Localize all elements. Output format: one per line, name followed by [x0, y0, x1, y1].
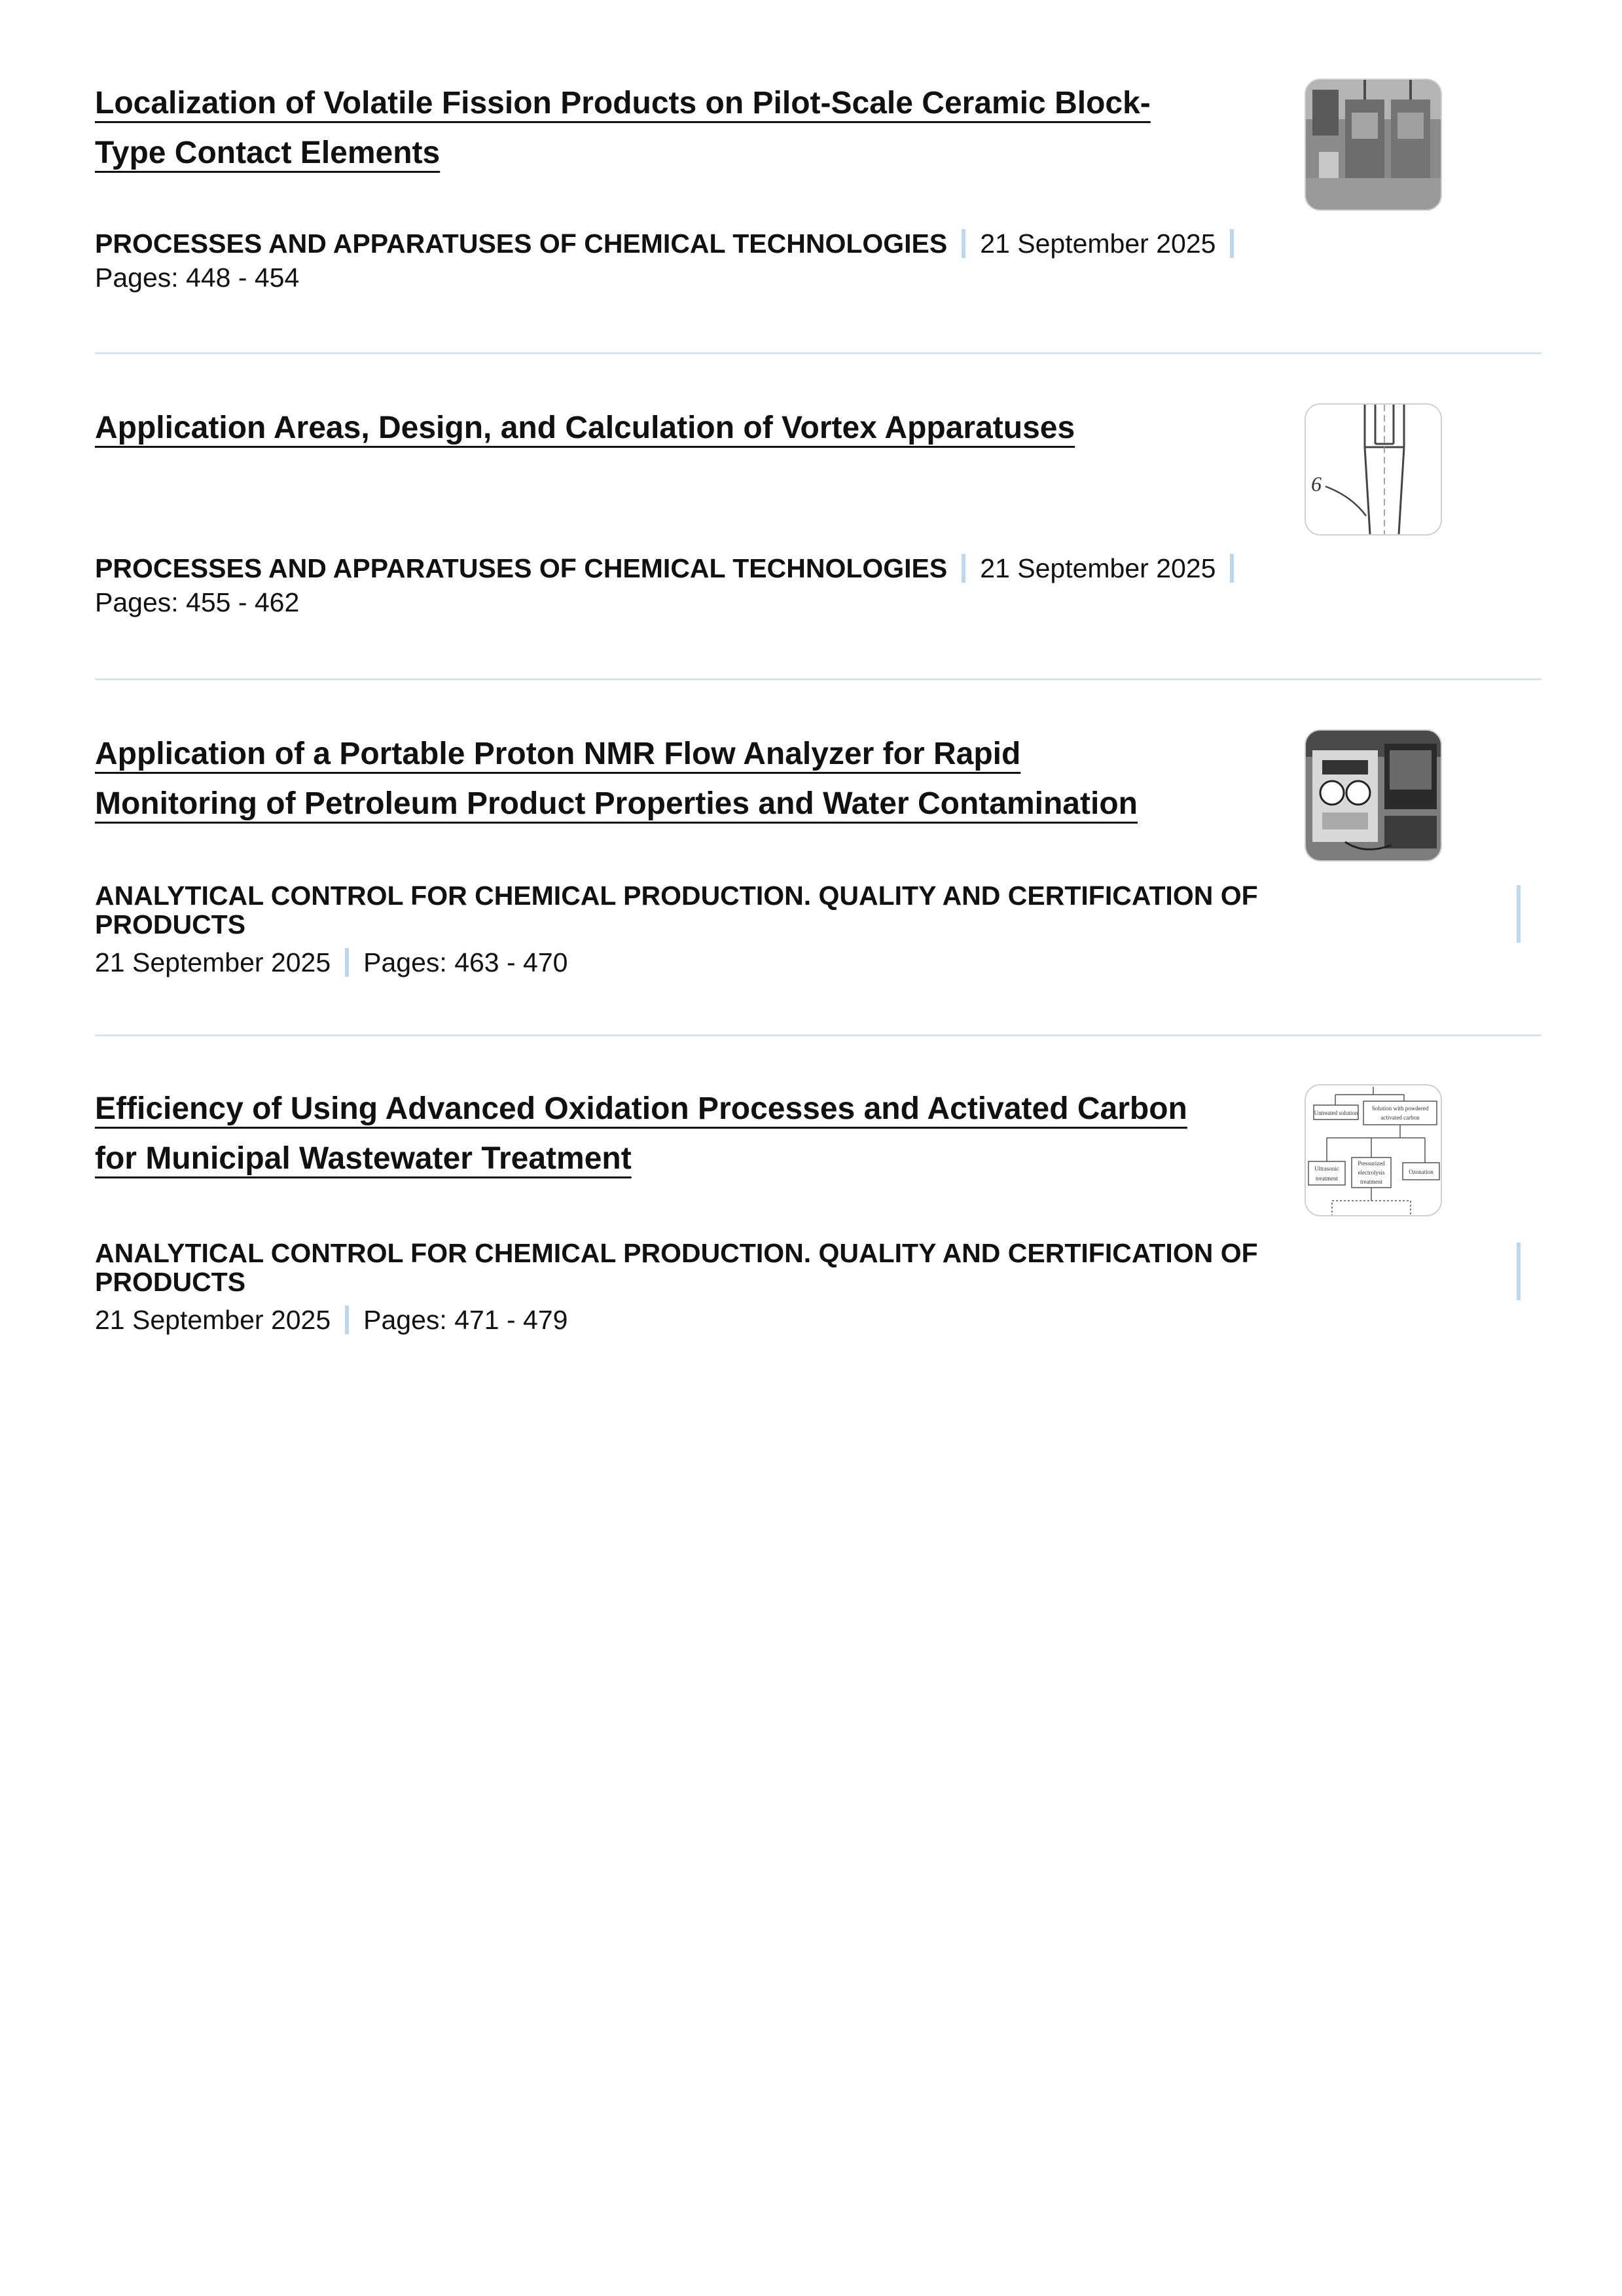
- lab-equipment-photo: [1306, 80, 1441, 210]
- flow-box-label: Pressurized: [1358, 1160, 1385, 1167]
- flow-box-label: treatment: [1360, 1178, 1382, 1185]
- separator: [1230, 554, 1234, 583]
- article-thumbnail[interactable]: [1305, 1084, 1442, 1216]
- process-flowchart: [1306, 1085, 1441, 1215]
- article-meta: [95, 551, 1541, 619]
- flow-box-label: electrolysis: [1358, 1169, 1385, 1176]
- article-date: 21 September 2025: [980, 553, 1216, 583]
- flow-box-label: treatment: [1316, 1175, 1338, 1182]
- article-title-link[interactable]: Application Areas, Design, and Calculation of Vortex Apparatuses: [95, 410, 1075, 445]
- article-thumbnail[interactable]: [1305, 79, 1442, 211]
- divider: [95, 678, 1541, 680]
- article-title: [95, 729, 1267, 829]
- article-thumbnail[interactable]: [1305, 403, 1442, 536]
- separator: [1517, 885, 1521, 943]
- article-pages: Pages: 455 - 462: [95, 587, 300, 617]
- article-title: [95, 1084, 1267, 1184]
- article-title-link[interactable]: Application of a Portable Proton NMR Flow Analyzer for Rapid Monitoring of Petroleum Product Properties and Water Contamination: [95, 737, 1138, 821]
- drawing-label: 6: [1311, 472, 1322, 496]
- flow-box-label: Ozonation: [1409, 1169, 1433, 1175]
- article-section[interactable]: ANALYTICAL CONTROL FOR CHEMICAL PRODUCTION. QUALITY AND CERTIFICATION OF PRODUCTS: [95, 1238, 1258, 1297]
- article-meta: [95, 1239, 1541, 1296]
- technical-drawing: [1306, 405, 1441, 534]
- separator: [962, 229, 965, 258]
- article-meta-secondary: [95, 945, 1541, 979]
- separator: [345, 1305, 349, 1334]
- separator: [962, 554, 965, 583]
- flow-box-label: Ultrasonic: [1314, 1165, 1339, 1172]
- article-title-link[interactable]: Efficiency of Using Advanced Oxidation Processes and Activated Carbon for Municipal Wastewater Treatment: [95, 1091, 1187, 1176]
- article-thumbnail[interactable]: [1305, 729, 1442, 862]
- article-meta: [95, 227, 1541, 295]
- separator: [1517, 1243, 1521, 1300]
- flow-box-label: activated carbon: [1380, 1114, 1420, 1121]
- article-pages: Pages: 463 - 470: [363, 947, 568, 977]
- article-section[interactable]: PROCESSES AND APPARATUSES OF CHEMICAL TECHNOLOGIES: [95, 228, 948, 259]
- separator: [1230, 229, 1234, 258]
- divider: [95, 352, 1541, 354]
- article-title-link[interactable]: Localization of Volatile Fission Products on Pilot-Scale Ceramic Block- Type Contact Elements: [95, 86, 1151, 170]
- article-meta-secondary: [95, 1303, 1541, 1337]
- article-meta: [95, 881, 1541, 939]
- divider: [95, 1034, 1541, 1036]
- separator: [345, 948, 349, 977]
- article-pages: Pages: 471 - 479: [363, 1305, 568, 1335]
- flow-box-label: Untreated solution: [1314, 1110, 1358, 1116]
- article-date: 21 September 2025: [95, 1305, 331, 1335]
- article-date: 21 September 2025: [980, 228, 1216, 259]
- article-title: [95, 79, 1267, 178]
- article-section[interactable]: PROCESSES AND APPARATUSES OF CHEMICAL TECHNOLOGIES: [95, 553, 948, 583]
- flow-box-label: Solution with powdered: [1371, 1105, 1429, 1112]
- article-date: 21 September 2025: [95, 947, 331, 977]
- article-pages: Pages: 448 - 454: [95, 263, 300, 293]
- nmr-analyzer-photo: [1306, 731, 1441, 860]
- article-section[interactable]: ANALYTICAL CONTROL FOR CHEMICAL PRODUCTION. QUALITY AND CERTIFICATION OF PRODUCTS: [95, 881, 1258, 939]
- article-title: [95, 403, 1267, 453]
